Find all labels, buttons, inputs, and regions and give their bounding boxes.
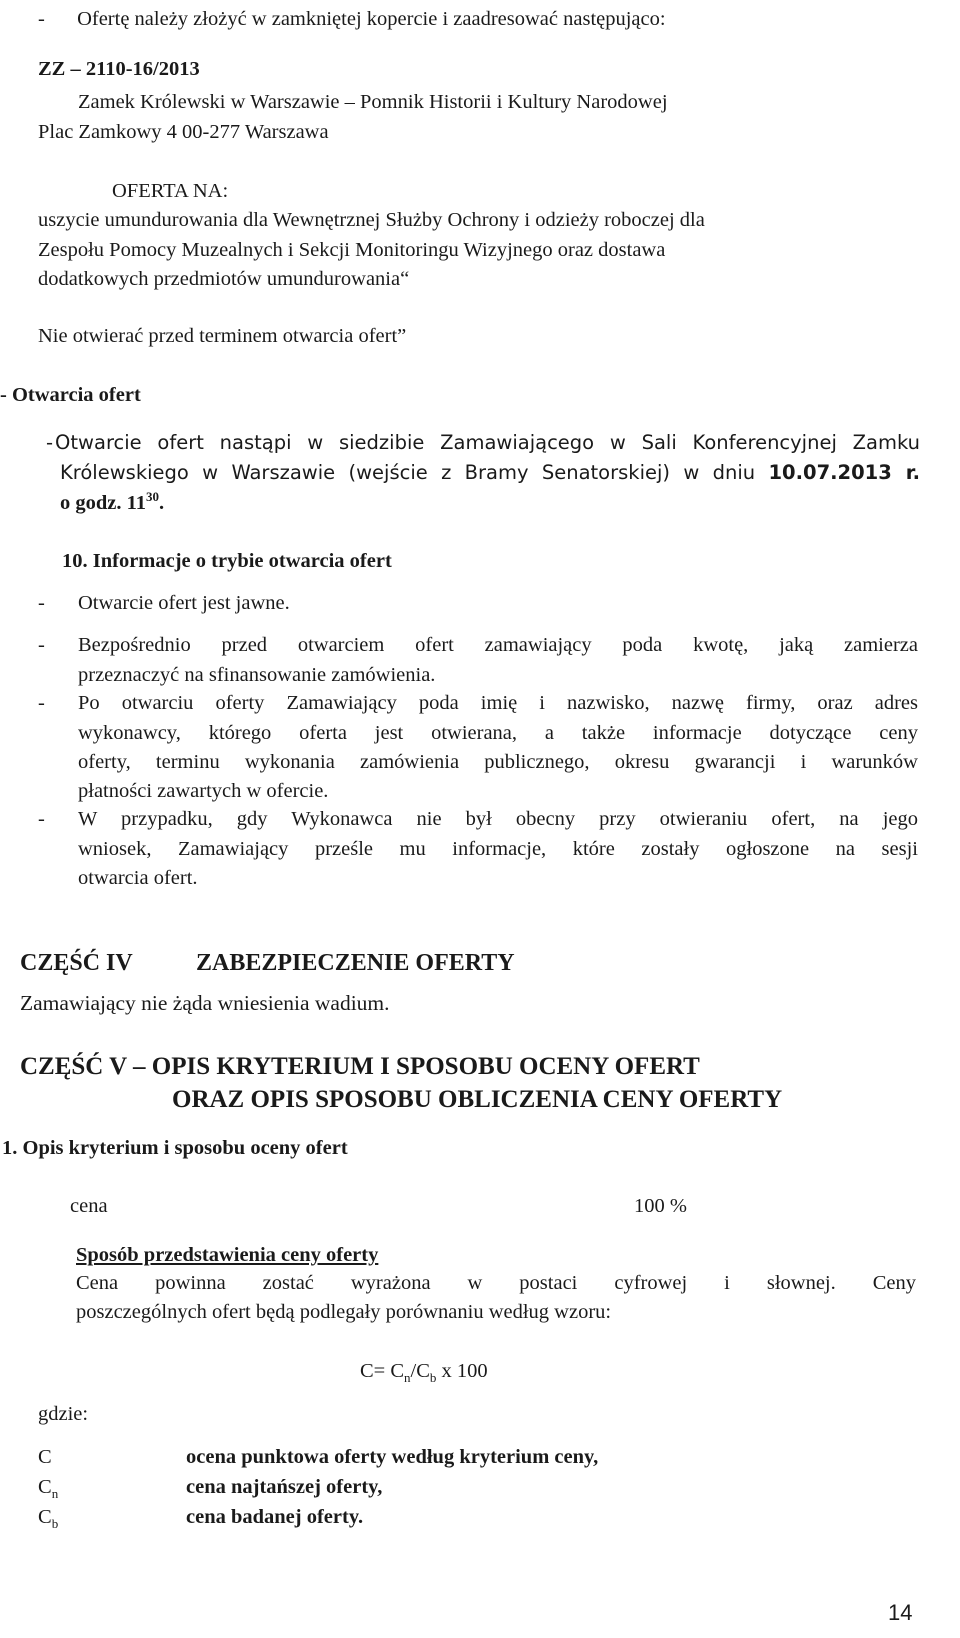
part-5-title-line-2: ORAZ OPIS SPOSOBU OBLICZENIA CENY OFERTY — [172, 1086, 783, 1113]
s10-item-4-line-2 — [78, 834, 918, 864]
part-5-title-line-1: CZĘŚĆ V – OPIS KRYTERIUM I SPOSOBU OCENY OFERT — [20, 1053, 700, 1080]
s10-item-4-line-2-text: wniosek, Zamawiający prześle mu informacje, które zostały ogłoszone na sesji — [78, 838, 918, 860]
formula-rhs: x 100 — [436, 1360, 488, 1382]
part-4-text: Zamawiający nie żąda wniesienia wadium. — [20, 991, 390, 1015]
s10-item-2-line-1-text: Bezpośrednio przed otwarciem ofert zamawiający poda kwotę, jaką zamierza — [78, 634, 918, 656]
opening-time-minutes: 30 — [146, 489, 159, 505]
s10-item-3-line-1 — [78, 688, 918, 718]
def-c-sym: C — [38, 1446, 52, 1468]
part-4-label: CZĘŚĆ IV — [20, 950, 133, 976]
subject-line-1: uszycie umundurowania dla Wewnętrznej Służby Ochrony i odzieży roboczej dla — [38, 209, 705, 231]
intro-line — [38, 4, 666, 34]
s10-item-3-line-4: płatności zawartych w ofercie. — [78, 780, 329, 802]
def-cb-symbol — [38, 1502, 58, 1532]
s10-item-3-line-3 — [78, 747, 918, 777]
s10-item-1 — [38, 588, 45, 618]
part-4-title: ZABEZPIECZENIE OFERTY — [196, 950, 515, 976]
criterion-weight: 100 % — [634, 1195, 687, 1217]
s10-item-3-line-2 — [78, 718, 918, 748]
s10-item-3-line-3-text: oferty, terminu wykonania zamówienia publicznego, okresu gwarancji i warunków — [78, 751, 918, 773]
intro-text: Ofertę należy złożyć w zamkniętej kopercie i zaadresować następująco: — [77, 8, 666, 30]
do-not-open-note: Nie otwierać przed terminem otwarcia ofert” — [38, 325, 407, 347]
def-c-description: ocena punktowa oferty według kryterium ceny, — [186, 1446, 599, 1468]
opening-dash: - — [46, 431, 54, 454]
formula-slash: /C — [410, 1360, 430, 1382]
def-c-symbol — [38, 1442, 52, 1472]
s10-item-4-line-3: otwarcia ofert. — [78, 867, 198, 889]
def-cb-description: cena badanej oferty. — [186, 1506, 364, 1528]
price-formula — [360, 1356, 488, 1386]
s10-item-3-dash: - — [38, 692, 45, 714]
address-line-2: Plac Zamkowy 4 00-277 Warszawa — [38, 121, 329, 143]
s10-item-3-line-2-text: wykonawcy, którego oferta jest otwierana, a także informacje dotyczące ceny — [78, 722, 918, 744]
opening-text-2a: Królewskiego w Warszawie (wejście z Bramy Senatorskiej) w dniu — [60, 461, 769, 484]
opening-line-2 — [60, 458, 920, 488]
s10-item-4-dash: - — [38, 808, 45, 830]
s10-item-2-line-1 — [78, 630, 918, 660]
s10-item-1-dash: - — [38, 592, 45, 614]
s10-item-3-line-1-text: Po otwarciu oferty Zamawiający poda imię i nazwisko, nazwę firmy, oraz adres — [78, 692, 918, 714]
opening-time-text: o godz. 11 — [60, 492, 146, 514]
where-label: gdzie: — [38, 1403, 89, 1425]
method-line-2: poszczególnych ofert będą podlegały porównaniu według wzoru: — [76, 1301, 612, 1323]
def-cn-description: cena najtańszej oferty, — [186, 1476, 383, 1498]
s10-item-2-dash: - — [38, 634, 45, 656]
method-line-1-text: Cena powinna zostać wyrażona w postaci cyfrowej i słownej. Ceny — [76, 1272, 916, 1294]
opening-time-end: . — [159, 492, 165, 514]
s10-item-2-line-2: przeznaczyć na sfinansowanie zamówienia. — [78, 664, 436, 686]
s10-item-4-line-1-text: W przypadku, gdy Wykonawca nie był obecny przy otwieraniu ofert, na jego — [78, 808, 918, 830]
s10-item-1-line-1: Otwarcie ofert jest jawne. — [78, 592, 290, 614]
opening-date: 10.07.2013 r. — [768, 461, 920, 484]
opening-time — [60, 488, 164, 518]
opening-text-1: Otwarcie ofert nastąpi w siedzibie Zamawiającego w Sali Konferencyjnej Zamku — [55, 431, 920, 454]
method-line-1 — [76, 1268, 916, 1298]
opening-line-1 — [46, 428, 920, 458]
criterion-name: cena — [70, 1195, 108, 1217]
formula-sub-n: n — [404, 1370, 411, 1386]
formula-sub-b: b — [429, 1370, 437, 1386]
page-number: 14 — [888, 1600, 913, 1625]
method-heading: Sposób przedstawienia ceny oferty — [76, 1244, 379, 1266]
def-cb-sym: C — [38, 1506, 52, 1528]
s10-item-4-line-1 — [78, 804, 918, 834]
part-5-subheading-1: 1. Opis kryterium i sposobu oceny ofert — [2, 1137, 348, 1159]
def-cn-sub: n — [51, 1486, 59, 1502]
formula-lhs: C= C — [360, 1360, 405, 1382]
section-10-heading: 10. Informacje o trybie otwarcia ofert — [62, 550, 392, 572]
offer-for-label: OFERTA NA: — [112, 180, 229, 202]
def-cn-symbol — [38, 1472, 58, 1502]
reference-number: ZZ – 2110-16/2013 — [38, 58, 200, 80]
def-cb-sub: b — [51, 1516, 59, 1532]
subject-line-2: Zespołu Pomocy Muzealnych i Sekcji Monitoringu Wizyjnego oraz dostawa — [38, 239, 666, 261]
opening-heading: - Otwarcia ofert — [0, 384, 141, 406]
def-cn-sym: C — [38, 1476, 52, 1498]
intro-dash: - — [38, 8, 45, 30]
address-line-1: Zamek Królewski w Warszawie – Pomnik Historii i Kultury Narodowej — [78, 91, 668, 113]
subject-line-3: dodatkowych przedmiotów umundurowania“ — [38, 268, 410, 290]
